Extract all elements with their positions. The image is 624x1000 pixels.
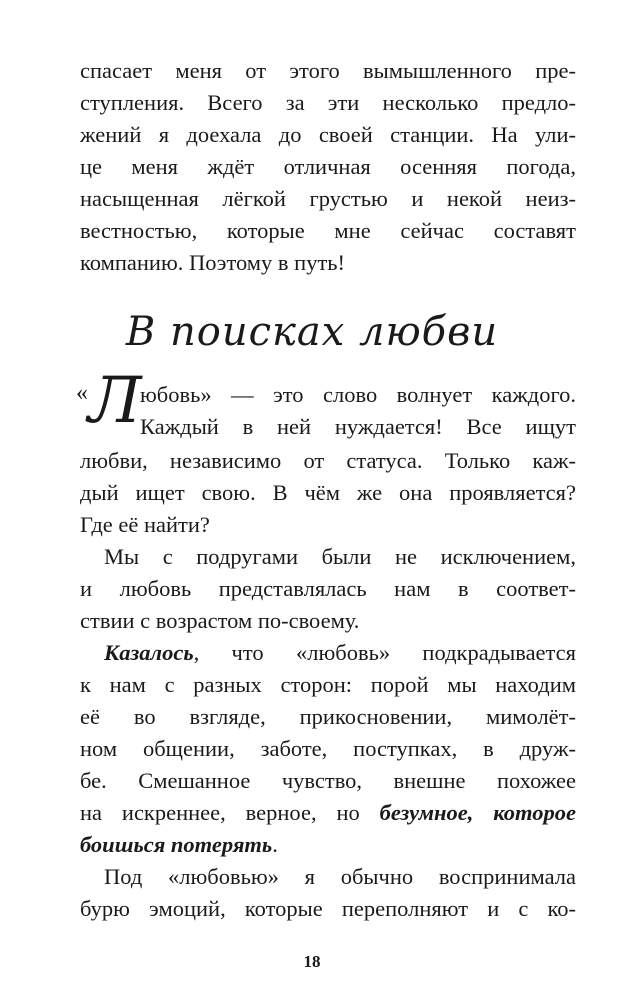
drop-cap-letter: Л — [88, 364, 142, 438]
text-line: любви, независимо от статуса. Только каж- — [80, 448, 576, 473]
emphasis-text: боишься потерять — [80, 832, 273, 857]
text-line: вестностью, которые мне сейчас составят — [80, 218, 576, 243]
text-line — [80, 798, 576, 828]
text-line: Каждый в ней нуждается! Все ищут — [140, 414, 576, 439]
text-line: спасает меня от этого вымышленного пре- — [80, 58, 576, 83]
text-span: , что «любовь» подкрадывается — [193, 640, 576, 665]
text-span: на искреннее, верное, но — [80, 800, 380, 825]
section-heading: В поисках любви — [125, 309, 499, 355]
text-line: насыщенная лёгкой грустью и некой неиз- — [80, 186, 576, 211]
text-line: ном общении, заботе, поступках, в друж- — [80, 736, 576, 761]
text-line: Мы с подругами были не исключением, — [104, 544, 576, 569]
emphasis-text: безумное, которое — [379, 800, 576, 825]
text-line — [104, 638, 576, 668]
text-line: Под «любовью» я обычно воспринимала — [104, 864, 576, 889]
text-line: дый ищет свою. В чём же она проявляется? — [80, 480, 576, 505]
text-line: бе. Смешанное чувство, внешне похожее — [80, 768, 576, 793]
text-line: жений я доехала до своей станции. На ули- — [80, 122, 576, 147]
text-line: Где её найти? — [80, 512, 210, 537]
text-line: компанию. Поэтому в путь! — [80, 250, 346, 275]
emphasis-text: Казалось — [104, 640, 194, 665]
text-line: и любовь представлялась нам в соответ- — [80, 576, 576, 601]
text-line: к нам с разных сторон: порой мы находим — [80, 672, 576, 697]
text-line: юбовь» — это слово волнует каждого. — [140, 382, 576, 407]
drop-cap-quote: « — [76, 380, 88, 406]
text-line: це меня ждёт отличная осенняя погода, — [80, 154, 576, 179]
text-line: ствии с возрастом по-своему. — [80, 608, 360, 633]
text-line: бурю эмоций, которые переполняют и с ко- — [80, 896, 576, 921]
text-span: . — [272, 832, 278, 857]
text-line — [80, 830, 576, 860]
page-number: 18 — [303, 952, 321, 971]
text-line: её во взгляде, прикосновении, мимолёт- — [80, 704, 576, 729]
text-line: ступления. Всего за эти несколько предло- — [80, 90, 576, 115]
